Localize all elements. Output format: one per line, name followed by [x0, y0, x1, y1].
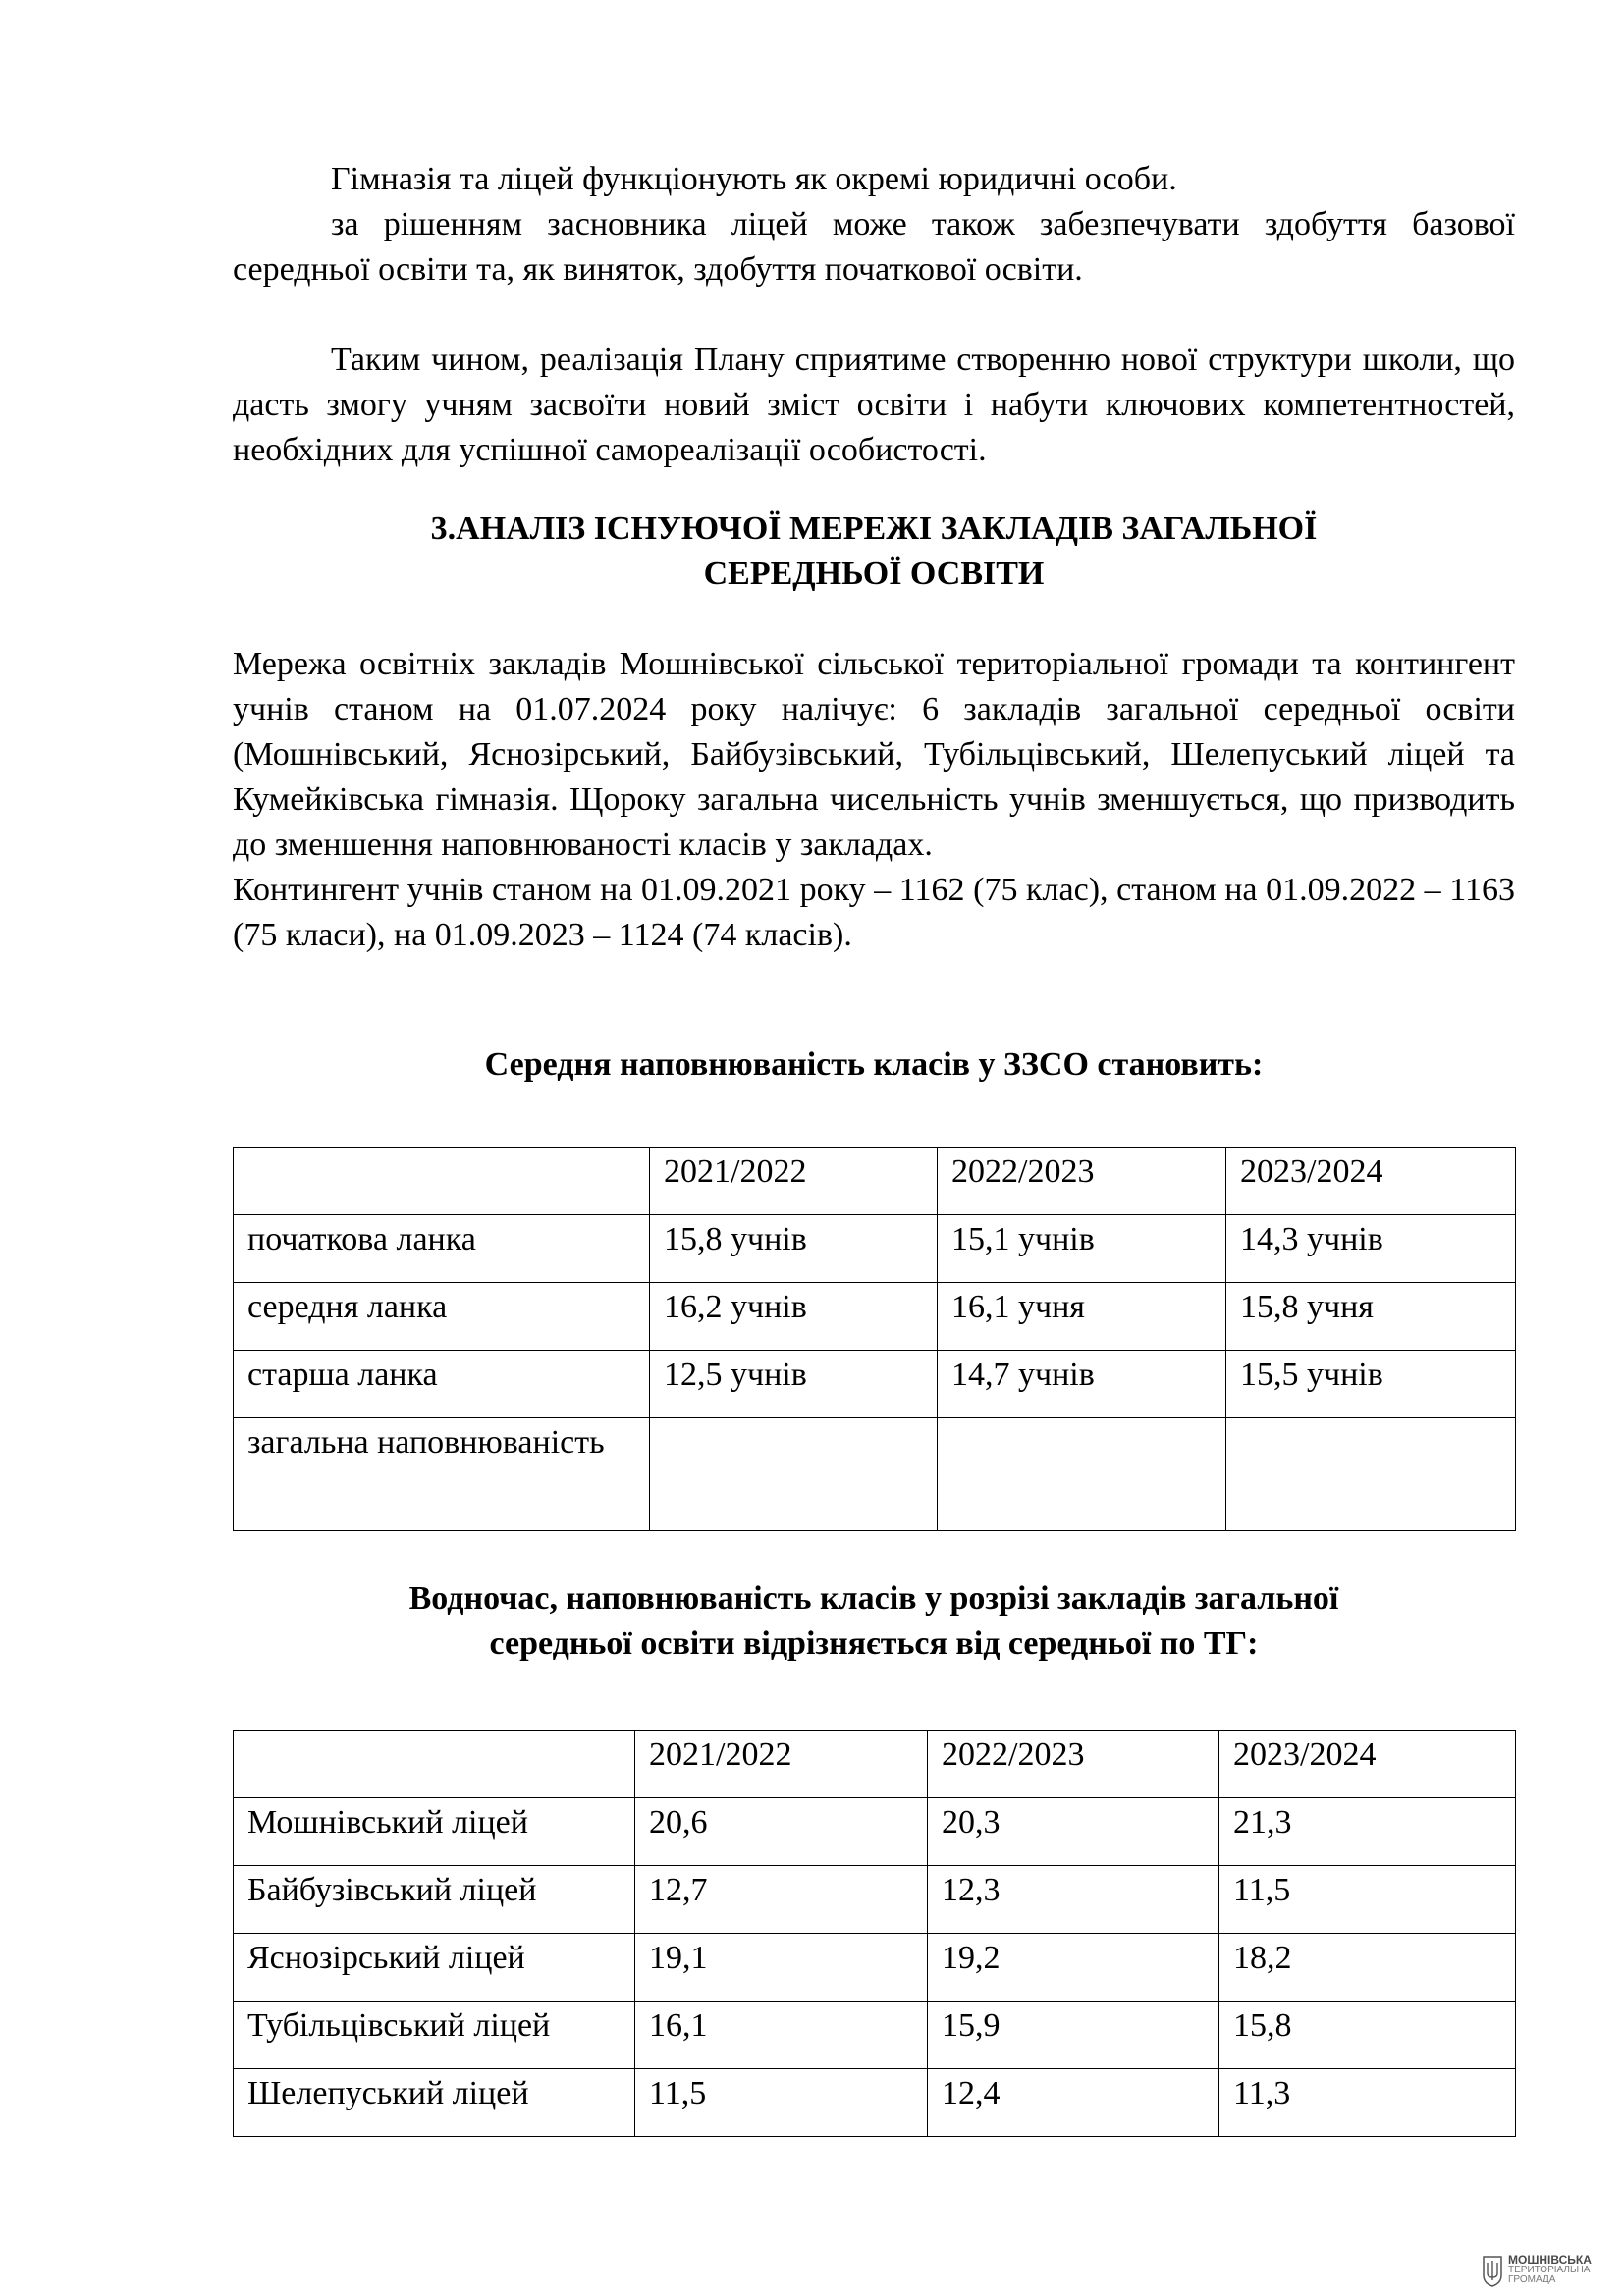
table1-cell: 12,5 учнів: [650, 1351, 938, 1418]
table1-caption: Середня наповнюваність класів у ЗЗСО становить:: [484, 1046, 1264, 1083]
table2-cell: 12,4: [928, 2069, 1219, 2137]
paragraph-5: Контингент учнів станом на 01.09.2021 року – 1162 (75 клас), станом на 01.09.2022 – 1163 (75 класи), на 01.09.2023 – 1124 (74 класів).: [233, 872, 1515, 953]
table1-cell: початкова ланка: [234, 1215, 650, 1283]
table2-cell: 11,3: [1219, 2069, 1516, 2137]
table-row: [234, 2069, 1516, 2137]
table1-cell: старша ланка: [234, 1351, 650, 1418]
section-title-line-2: СЕРЕДНЬОЇ ОСВІТИ: [703, 556, 1045, 592]
table1-cell: загальна наповнюваність: [234, 1418, 650, 1531]
table-row: [234, 1934, 1516, 2002]
table2-cell: 15,8: [1219, 2002, 1516, 2069]
paragraph-1: Гімназія та ліцей функціонують як окремі юридичні особи.: [331, 161, 1177, 197]
table1-cell: [1226, 1418, 1516, 1531]
table2-caption-line-2: середньої освіти відрізняється від середньої по ТГ:: [489, 1626, 1259, 1662]
table2-cell: 20,6: [635, 1798, 928, 1866]
section-title-line-1: 3.АНАЛІЗ ІСНУЮЧОЇ МЕРЕЖІ ЗАКЛАДІВ ЗАГАЛЬНОЇ: [430, 510, 1318, 547]
logo-line-2: ТЕРИТОРІАЛЬНА: [1508, 2265, 1591, 2275]
table1-cell: 15,5 учнів: [1226, 1351, 1516, 1418]
table2-cell: Тубільцівський ліцей: [234, 2002, 635, 2069]
table2-cell: 16,1: [635, 2002, 928, 2069]
table-row: [234, 1418, 1516, 1531]
table2-cell: Мошнівський ліцей: [234, 1798, 635, 1866]
table2-cell: Байбузівський ліцей: [234, 1866, 635, 1934]
table2-cell: Шелепуський ліцей: [234, 2069, 635, 2137]
table2-header-cell: 2022/2023: [928, 1731, 1219, 1798]
table2-header-cell: 2023/2024: [1219, 1731, 1516, 1798]
table2-header-cell: 2021/2022: [635, 1731, 928, 1798]
table2-caption-line-1: Водночас, наповнюваність класів у розрізі закладів загальної: [408, 1580, 1339, 1617]
table-row: [234, 1215, 1516, 1283]
table2-cell: 19,1: [635, 1934, 928, 2002]
table1-cell: 14,7 учнів: [938, 1351, 1226, 1418]
table1-header-cell: [234, 1148, 650, 1215]
logo-text: [1508, 2254, 1592, 2285]
community-logo: [1481, 2254, 1618, 2293]
logo-line-3: ГРОМАДА: [1508, 2274, 1556, 2285]
table-row: [234, 2002, 1516, 2069]
table2-cell: 12,3: [928, 1866, 1219, 1934]
trident-emblem-icon: [1481, 2254, 1504, 2287]
table-row: [234, 1351, 1516, 1418]
table2-header-cell: [234, 1731, 635, 1798]
table2-cell: 12,7: [635, 1866, 928, 1934]
table2-cell: 11,5: [635, 2069, 928, 2137]
table1-header-cell: 2023/2024: [1226, 1148, 1516, 1215]
table1-cell: 15,8 учнів: [650, 1215, 938, 1283]
table2-cell: 15,9: [928, 2002, 1219, 2069]
table2-caption: [233, 1576, 1515, 1667]
logo-line-1: МОШНІВСЬКА: [1508, 2253, 1592, 2267]
table1-cell: середня ланка: [234, 1283, 650, 1351]
table1-cell: 15,8 учня: [1226, 1283, 1516, 1351]
table-row: [234, 1866, 1516, 1934]
paragraph-2: за рішенням засновника ліцей може також забезпечувати здобуття базової середньої освіти та, як виняток, здобуття початкової освіти.: [233, 206, 1515, 288]
table1-cell: 14,3 учнів: [1226, 1215, 1516, 1283]
table2-cell: 20,3: [928, 1798, 1219, 1866]
table1-cell: [938, 1418, 1226, 1531]
table2-cell: 11,5: [1219, 1866, 1516, 1934]
table1-header-cell: 2021/2022: [650, 1148, 938, 1215]
paragraph-4: Мережа освітніх закладів Мошнівської сільської територіальної громади та контингент учнів станом на 01.07.2024 року налічує: 6 закладів загальної середньої освіти (Мошнівський, Яснозірський, Байбузівський, Тубільцівський, Шелепуський ліцей та Кумейківська гімназія. Щороку загальна чисельність учнів зменшується, що призводить до зменшення наповнюваності класів у закладах.: [233, 646, 1515, 863]
table1-cell: 15,1 учнів: [938, 1215, 1226, 1283]
table2-cell: 18,2: [1219, 1934, 1516, 2002]
network-block: [233, 642, 1515, 958]
table2-school-class-size: [233, 1730, 1516, 2137]
table1-header-row: [234, 1148, 1516, 1215]
table-row: [234, 1283, 1516, 1351]
intro-block: [233, 157, 1515, 473]
table1-cell: 16,1 учня: [938, 1283, 1226, 1351]
table1-header-cell: 2022/2023: [938, 1148, 1226, 1215]
table-row: [234, 1798, 1516, 1866]
table2-cell: 21,3: [1219, 1798, 1516, 1866]
table1-average-class-size: [233, 1147, 1516, 1531]
table2-cell: Яснозірський ліцей: [234, 1934, 635, 2002]
table2-cell: 19,2: [928, 1934, 1219, 2002]
table1-cell: [650, 1418, 938, 1531]
paragraph-3: Таким чином, реалізація Плану сприятиме створенню нової структури школи, що дасть змогу учням засвоїти новий зміст освіти і набути ключових компетентностей, необхідних для успішної самореалізації особистості.: [233, 342, 1515, 468]
table1-cell: 16,2 учнів: [650, 1283, 938, 1351]
table2-header-row: [234, 1731, 1516, 1798]
section-heading: [233, 507, 1515, 597]
